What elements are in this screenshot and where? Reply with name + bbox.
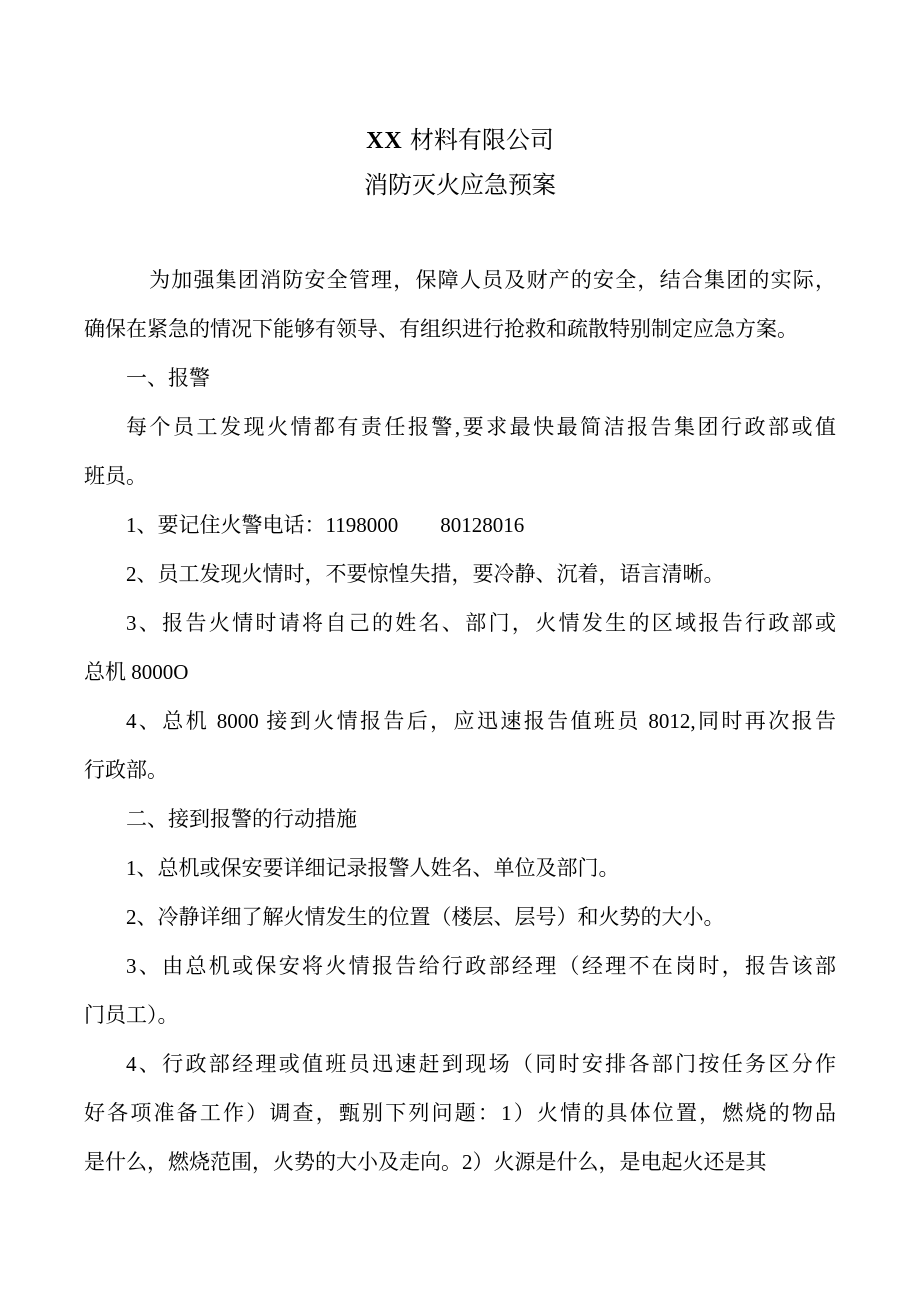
paragraph <box>84 256 836 354</box>
paragraph <box>84 893 836 942</box>
text-line: 1、总机或保安要详细记录报警人姓名、单位及部门。 <box>126 856 620 880</box>
text-line: 总机 8000O <box>84 660 189 684</box>
paragraph <box>84 844 836 893</box>
text-line: 好各项准备工作）调查，甄别下列问题：1）火情的具体位置，燃烧的物品 <box>84 1101 836 1125</box>
text-line: 班员。 <box>84 464 147 488</box>
text-line: 3、由总机或保安将火情报告给行政部经理（经理不在岗时，报告该部 <box>126 954 836 978</box>
text-line: 门员工）。 <box>84 1003 179 1027</box>
text-line: 2、员工发现火情时，不要惊惶失措，要冷静、沉着，语言清晰。 <box>126 562 725 586</box>
text-line: 4、总机 8000 接到火情报告后，应迅速报告值班员 8012,同时再次报告 <box>126 709 836 733</box>
paragraph <box>84 795 836 844</box>
text-line: 是什么，燃烧范围，火势的大小及走向。2）火源是什么，是电起火还是其 <box>84 1150 767 1174</box>
text-line: 2、冷静详细了解火情发生的位置（楼层、层号）和火势的大小。 <box>126 905 725 929</box>
text-line: 1、要记住火警电话：1198000 80128016 <box>126 513 525 537</box>
text-line: 二、接到报警的行动措施 <box>126 807 357 831</box>
paragraph <box>84 550 836 599</box>
document-title <box>84 0 836 164</box>
document-subtitle: 消防灭火应急预案 <box>364 173 556 199</box>
paragraph <box>84 599 836 697</box>
text-line: 4、行政部经理或值班员迅速赶到现场（同时安排各部门按任务区分作 <box>126 1052 836 1076</box>
text-line: 为加强集团消防安全管理，保障人员及财产的安全，结合集团的实际， <box>149 268 836 292</box>
paragraph <box>84 403 836 501</box>
text-line: 3、报告火情时请将自己的姓名、部门，火情发生的区域报告行政部或 <box>126 611 836 635</box>
company-name-prefix: XX <box>366 128 403 154</box>
text-line: 每个员工发现火情都有责任报警,要求最快最简洁报告集团行政部或值 <box>126 415 836 439</box>
paragraph <box>84 1040 836 1187</box>
text-line: 行政部。 <box>84 758 168 782</box>
paragraph <box>84 501 836 550</box>
company-name: 材料有限公司 <box>409 128 554 154</box>
document-body <box>84 256 836 1187</box>
paragraph <box>84 697 836 795</box>
text-line: 确保在紧急的情况下能够有领导、有组织进行抢救和疏散特别制定应急方案。 <box>84 317 798 341</box>
paragraph <box>84 942 836 1040</box>
paragraph <box>84 354 836 403</box>
text-line: 一、报警 <box>126 366 210 390</box>
